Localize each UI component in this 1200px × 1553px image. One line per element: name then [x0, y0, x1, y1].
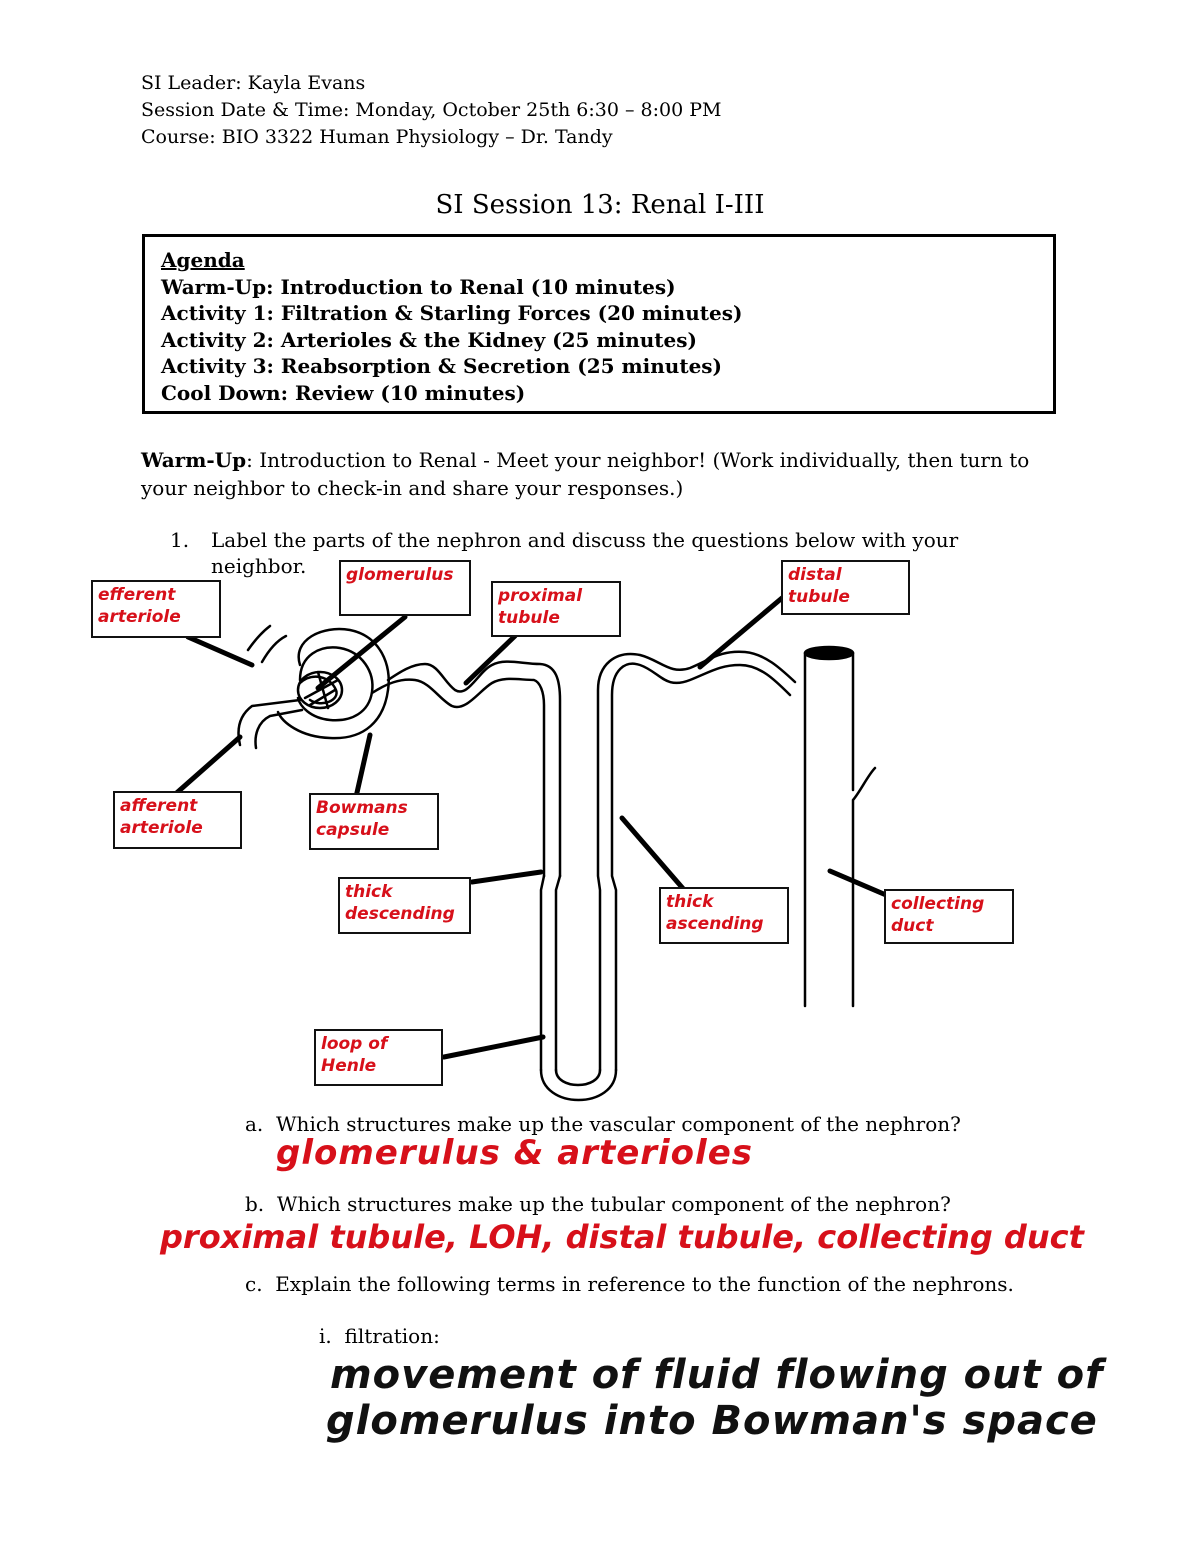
agenda-item: Activity 3: Reabsorption & Secretion (25 minutes): [161, 354, 723, 378]
subquestion-c: [245, 1271, 1014, 1297]
agenda-heading: Agenda: [161, 248, 245, 272]
label-efferent-arteriole: efferent arteriole: [91, 580, 221, 638]
answer-a: glomerulus & arterioles: [276, 1133, 753, 1173]
leader-distal: [700, 598, 782, 667]
leader-thick-ascending: [622, 818, 686, 892]
descending-limb-inner: [541, 876, 544, 1070]
subquestion-text: Explain the following terms in reference to the function of the nephrons.: [275, 1272, 1014, 1296]
leader-loop: [444, 1037, 543, 1057]
si-leader: SI Leader: Kayla Evans: [141, 72, 366, 94]
label-loop-of-henle: loop of Henle: [314, 1029, 443, 1086]
descending-limb-outer: [556, 876, 560, 1070]
subquestion-text: Which structures make up the vascular component of the nephron?: [276, 1112, 961, 1136]
agenda-item: Activity 1: Filtration & Starling Forces (20 minutes): [161, 301, 743, 325]
label-thick-ascending: thick ascending: [659, 887, 789, 944]
label-proximal-tubule: proximal tubule: [491, 581, 621, 637]
glomerulus-tuft: [298, 672, 342, 708]
label-distal-tubule: distal tubule: [781, 560, 910, 615]
page-title: SI Session 13: Renal I-III: [435, 190, 765, 220]
leader-collecting: [830, 871, 886, 895]
leader-bowmans: [356, 735, 370, 797]
loop-bottom-inner: [556, 1070, 600, 1085]
subquestion-c-i: [319, 1323, 440, 1349]
warmup-text: : Introduction to Renal - Meet your neighbor! (Work individually, then turn to your neighbor to check-in and share your responses.): [141, 448, 1030, 500]
subquestion-b: [245, 1191, 951, 1217]
label-glomerulus: glomerulus: [339, 560, 471, 616]
course: Course: BIO 3322 Human Physiology – Dr. Tandy: [141, 126, 613, 148]
leader-efferent: [188, 637, 252, 665]
agenda-item: Activity 2: Arterioles & the Kidney (25 minutes): [161, 327, 697, 352]
bowmans-capsule-inner: [298, 647, 372, 720]
subquestion-letter: b.: [245, 1192, 265, 1216]
answer-c-i-line2: glomerulus into Bowman's space: [326, 1398, 1098, 1444]
question-number: 1.: [170, 528, 190, 552]
label-thick-descending: thick descending: [338, 877, 471, 934]
agenda-item: Cool Down: Review (10 minutes): [161, 380, 526, 405]
subquestion-numeral: i.: [319, 1324, 332, 1348]
ascending-limb-inner: [598, 652, 795, 1070]
answer-c-i-line1: movement of fluid flowing out of: [330, 1352, 1104, 1398]
collecting-duct-right: [853, 653, 875, 1006]
warmup-label: Warm-Up: [141, 448, 247, 472]
leader-afferent: [172, 737, 240, 797]
subquestion-letter: a.: [245, 1112, 264, 1136]
label-collecting-duct: collecting duct: [884, 889, 1014, 944]
session-date-time: Session Date & Time: Monday, October 25th 6:30 – 8:00 PM: [141, 99, 722, 121]
label-bowmans-capsule: Bowmans capsule: [309, 793, 439, 850]
label-afferent-arteriole: afferent arteriole: [113, 791, 242, 849]
leader-proximal: [466, 636, 515, 683]
ascending-limb-outer: [612, 664, 790, 1070]
collecting-duct-top: [805, 647, 853, 659]
efferent-arteriole-vessel: [248, 626, 270, 650]
afferent-arteriole-vessel: [239, 700, 301, 745]
efferent-arteriole-vessel-inner: [262, 636, 286, 662]
subquestion-text: Which structures make up the tubular component of the nephron?: [276, 1192, 951, 1216]
subquestion-term: filtration:: [344, 1324, 440, 1348]
agenda-item: Warm-Up: Introduction to Renal (10 minutes): [161, 274, 676, 299]
subquestion-letter: c.: [245, 1272, 263, 1296]
leader-thick-descending: [472, 872, 541, 882]
question-text: Label the parts of the nephron and discuss the questions below with your neighbor.: [211, 528, 959, 578]
answer-b: proximal tubule, LOH, distal tubule, collecting duct: [160, 1218, 1084, 1256]
